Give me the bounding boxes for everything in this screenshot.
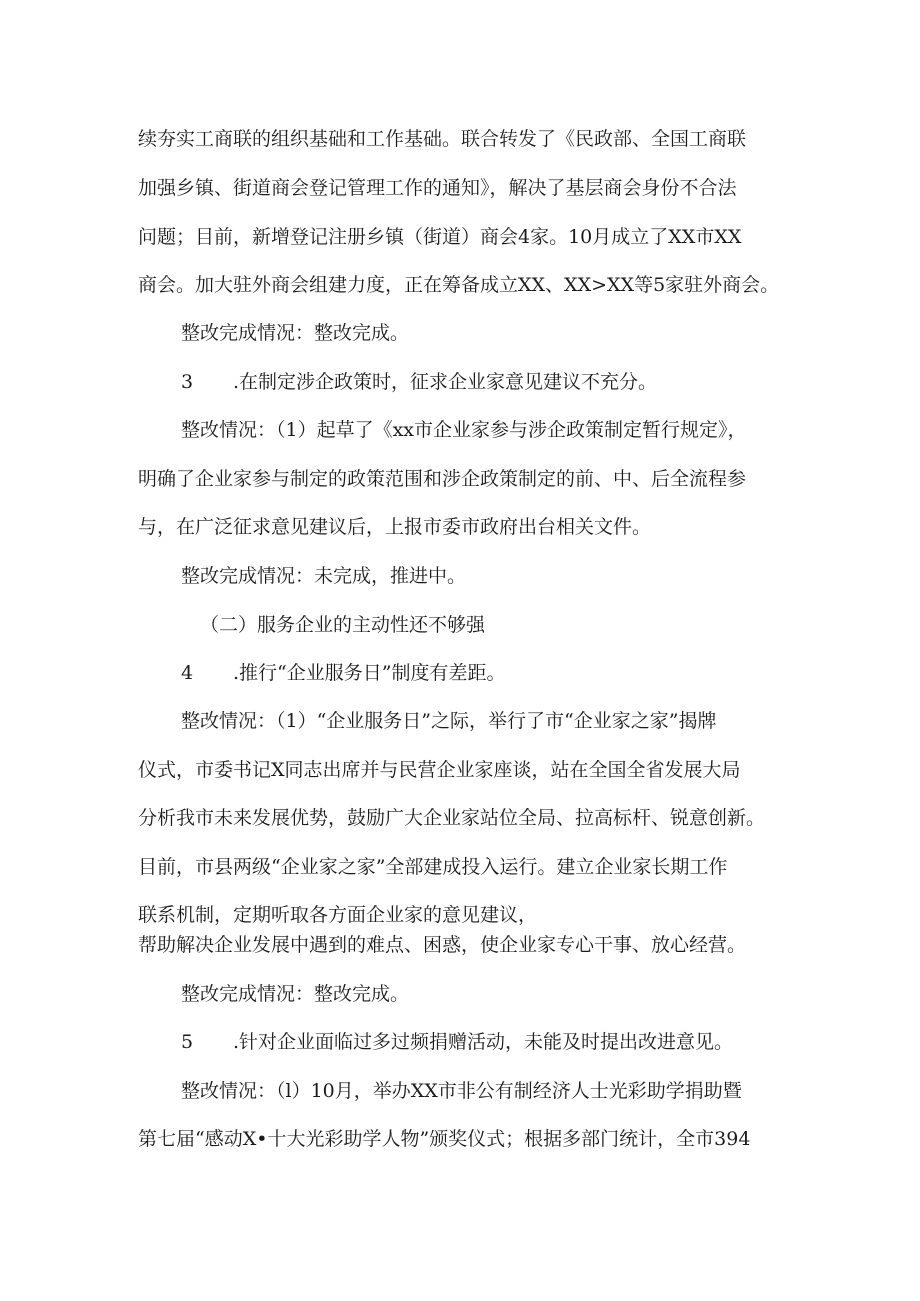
item-title: .推行“企业服务日”制度有差距。: [233, 662, 506, 684]
rectify-status-2: 整改完成情况：未完成，推进中。: [181, 565, 467, 587]
para-line-13: 帮助解决企业发展中遇到的难点、困惑，使企业家专心干事、放心经营。: [138, 934, 747, 956]
item-4-heading: [181, 661, 505, 685]
para-line-12: 联系机制，定期听取各方面企业家的意见建议，: [138, 904, 538, 926]
para-line-3: 问题；目前，新增登记注册乡镇（街道）商会4家。10月成立了XX市XX: [138, 226, 742, 248]
para-line-6: 明确了企业家参与制定的政策范围和涉企政策制定的前、中、后全流程参: [138, 468, 747, 490]
rectify-status-3: 整改完成情况：整改完成。: [181, 983, 410, 1005]
item-title: .针对企业面临过多过频捐赠活动，未能及时提出改进意见。: [233, 1031, 734, 1053]
para-line-11: 目前，市县两级“企业家之家”全部建成投入运行。建立企业家长期工作: [138, 856, 728, 878]
item-5-heading: [181, 1030, 733, 1054]
para-line-10: 分析我市未来发展优势，鼓励广大企业家站位全局、拉高标杆、锐意创新。: [138, 807, 766, 829]
para-line-14: 整改情况：（l）10月，举办XX市非公有制经济人士光彩助学捐助暨: [181, 1080, 742, 1102]
item-title: .在制定涉企政策时，征求企业家意见建议不充分。: [233, 371, 658, 393]
para-line-15: 第七届“感动X•十大光彩助学人物”颁奖仪式；根据多部门统计，全市394: [138, 1128, 751, 1150]
rectify-status-1: 整改完成情况：整改完成。: [181, 322, 410, 344]
para-line-2: 加强乡镇、街道商会登记管理工作的通知》，解决了基层商会身份不合法: [138, 177, 737, 199]
section-heading: （二）服务企业的主动性还不够强: [200, 614, 486, 636]
para-line-1: 续夯实工商联的组织基础和工作基础。联合转发了《民政部、全国工商联: [138, 128, 747, 150]
item-number: 4: [181, 662, 194, 684]
item-number: 5: [181, 1031, 194, 1053]
para-line-4: 商会。加大驻外商会组建力度，正在筹备成立XX、XX>XX等5家驻外商会。: [138, 274, 780, 296]
para-line-9: 仪式，市委书记X同志出席并与民营企业家座谈，站在全国全省发展大局: [138, 759, 741, 781]
item-3-heading: [181, 370, 657, 394]
item-number: 3: [181, 371, 194, 393]
para-line-5: 整改情况：（1）起草了《xx市企业家参与涉企政策制定暂行规定》，: [181, 419, 747, 441]
para-line-7: 与，在广泛征求意见建议后，上报市委市政府出台相关文件。: [138, 516, 652, 538]
para-line-8: 整改情况：（1）“企业服务日”之际，举行了市“企业家之家”揭牌: [181, 710, 717, 732]
